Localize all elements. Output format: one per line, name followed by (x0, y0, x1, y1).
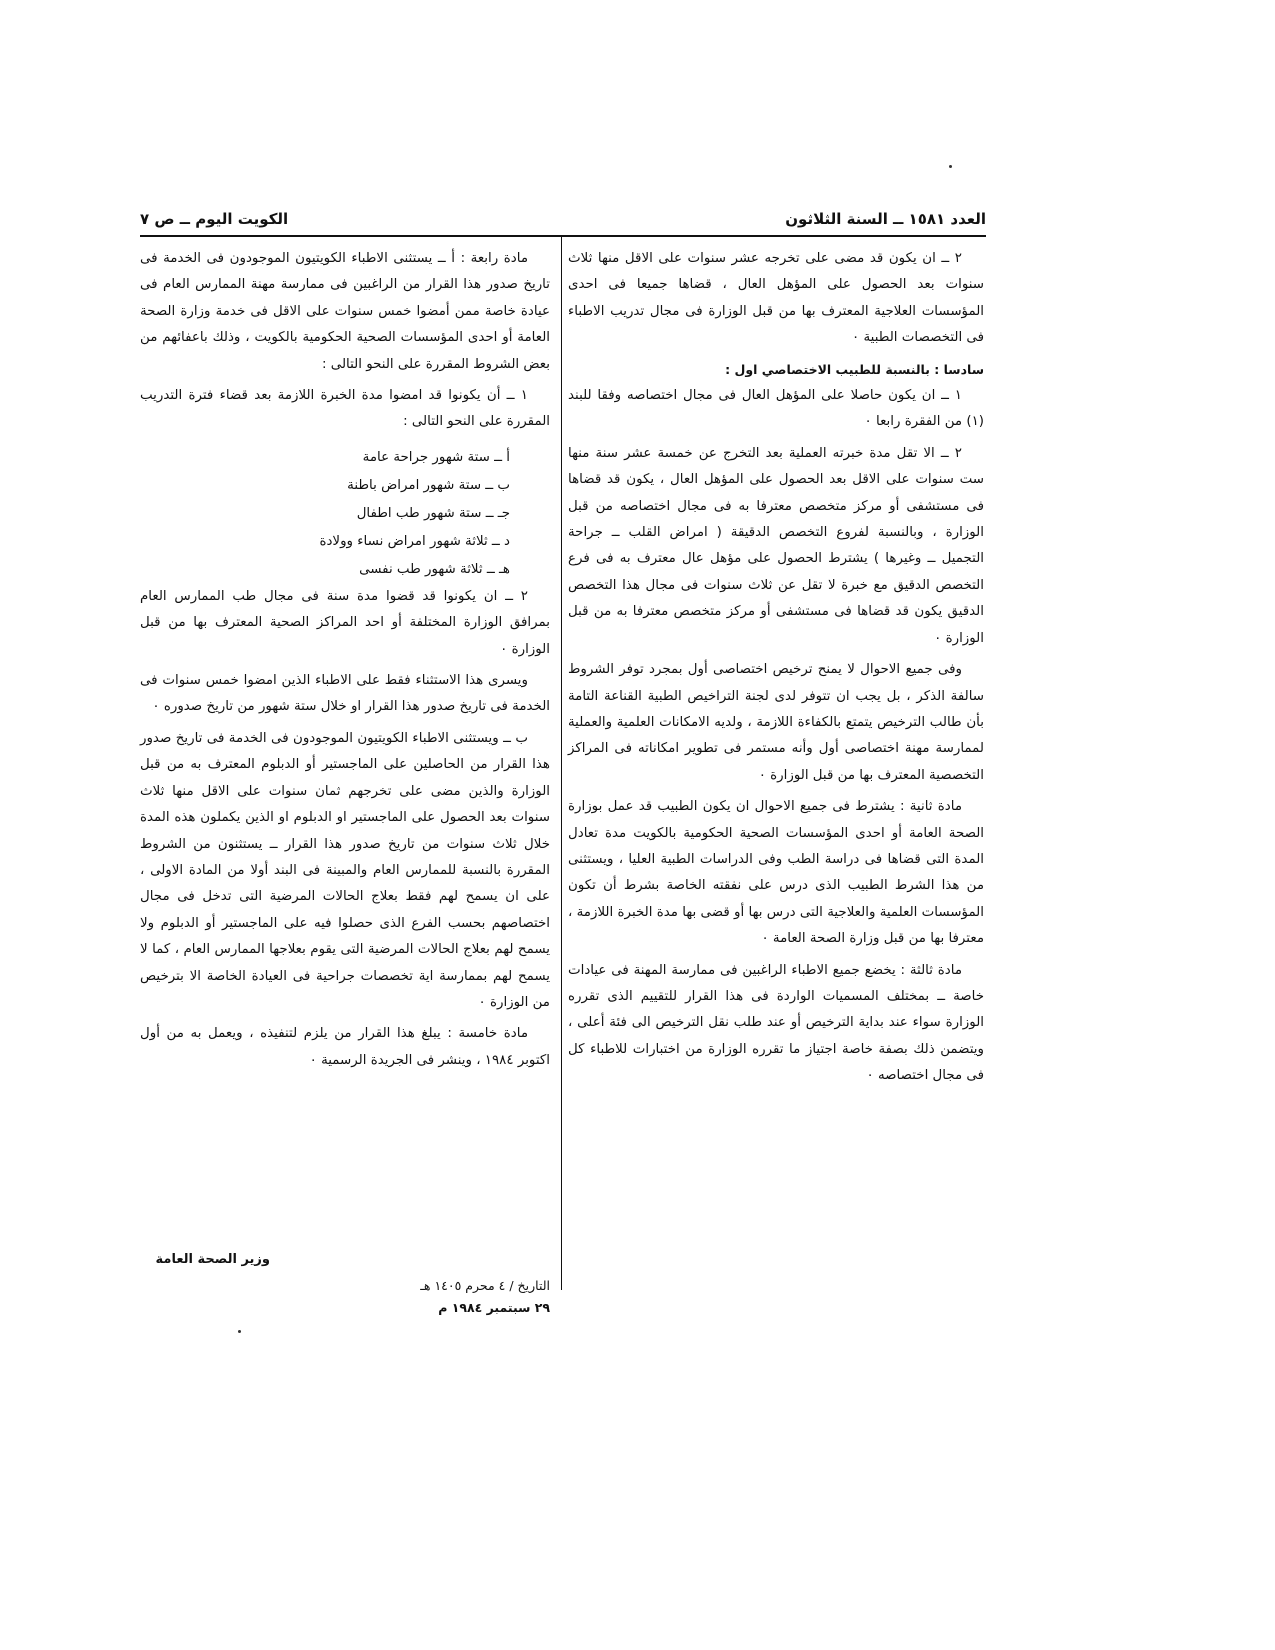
list-item: جـ ــ ستة شهور طب اطفال (356, 505, 510, 521)
left-column (140, 246, 550, 1079)
paragraph: مادة رابعة : أ ــ يستثنى الاطباء الكويتيون الموجودون فى الخدمة فى تاريخ صدور هذا القرار من الراغبين فى ممارسة مهنة الممارس العام فى عيادة خاصة ممن أمضوا خمس سنوات على الاقل فى خدمة وزارة الصحة العامة أو احدى المؤسسات الصحية الحكومية بالكويت ، وذلك باعفائهم من بعض الشروط المقررة على النحو التالى : (140, 251, 550, 372)
date-gregorian: ٢٩ سبتمبر ١٩٨٤ م (438, 1300, 550, 1315)
list-item: هـ ــ ثلاثة شهور طب نفسى (359, 561, 510, 577)
minister-signature: وزير الصحة العامة (155, 1252, 270, 1267)
date-block (350, 1275, 550, 1319)
page-label: الكويت اليوم ــ ص ٧ (140, 210, 289, 228)
paragraph: ويسرى هذا الاستثناء فقط على الاطباء الذين امضوا خمس سنوات فى الخدمة فى تاريخ صدور هذا القرار او خلال ستة شهور من تاريخ صدوره ٠ (140, 673, 550, 715)
list-item: أ ــ ستة شهور جراحة عامة (362, 449, 510, 465)
paragraph: مادة ثانية : يشترط فى جميع الاحوال ان يكون الطبيب قد عمل بوزارة الصحة العامة أو احدى المؤسسات الصحية الحكومية بالكويت مدة تعادل المدة التى قضاها فى دراسة الطب وفى الدراسات الطبية العليا ، ويستثنى من هذا الشرط الطبيب الذى درس على نفقته الخاصة بشرط أن تكون المؤسسات العلمية والعلاجية التى درس بها أو قضى بها مدة الخبرة اللازمة ، معترفا بها من قبل وزارة الصحة العامة ٠ (568, 799, 984, 947)
paragraph: ١ ــ أن يكونوا قد امضوا مدة الخبرة اللازمة بعد قضاء فترة التدريب المقررة على النحو التالى : (140, 388, 550, 430)
issue-label: العدد ١٥٨١ ــ السنة الثلاثون (785, 210, 986, 228)
paragraph: وفى جميع الاحوال لا يمنح ترخيص اختصاصى أول بمجرد توفر الشروط سالفة الذكر ، بل يجب ان تتوفر لدى لجنة التراخيص الطبية القناعة التامة بأن طالب الترخيص يتمتع بالكفاءة اللازمة ، ولديه الامكانات العلمية والعملية لممارسة مهنة اختصاصى أول وأنه مستمر فى تطوير امكاناته فى المراكز التخصصية المعترف بها من قبل الوزارة ٠ (568, 662, 984, 783)
scan-speck (949, 165, 952, 168)
header-rule (140, 235, 986, 237)
training-list (140, 444, 550, 584)
paragraph: ٢ ــ ان يكون قد مضى على تخرجه عشر سنوات على الاقل منها ثلاث سنوات بعد الحصول على المؤهل العال ، قضاها جميعا فى احدى المؤسسات العلاجية المعترف بها من قبل الوزارة فى مجال تدريب الاطباء فى التخصصات الطبية ٠ (568, 251, 984, 346)
paragraph: ب ــ ويستثنى الاطباء الكويتيون الموجودون فى الخدمة فى تاريخ صدور هذا القرار من الحاصلين على الماجستير أو الدبلوم المعترف به من قبل الوزارة والذين مضى على تخرجهم ثمان سنوات على الاقل منها ثلاث سنوات بعد الحصول على الماجستير او الدبلوم او الذين يكملون هذه المدة خلال ثلاث سنوات من تاريخ صدور هذا القرار ــ يستثنون من الشروط المقررة بالنسبة للممارس العام والمبينة فى البند أولا من المادة الاولى ، على ان يسمح لهم فقط بعلاج الحالات المرضية التى تدخل فى مجال اختصاصهم بحسب الفرع الذى حصلوا فيه على الماجستير أو الدبلوم ولا يسمح لهم بعلاج الحالات المرضية التى يقوم بعلاجها الممارس العام ، كما لا يسمح لهم بممارسة اية تخصصات جراحية فى العيادة الخاصة الا بترخيص من الوزارة ٠ (140, 730, 550, 1010)
right-column (568, 246, 984, 1095)
section-heading: سادسا : بالنسبة للطبيب الاختصاصي اول : (725, 361, 984, 377)
paragraph: مادة خامسة : يبلغ هذا القرار من يلزم لتنفيذه ، ويعمل به من أول اكتوبر ١٩٨٤ ، وينشر فى الجريدة الرسمية ٠ (140, 1026, 550, 1068)
scan-speck (238, 1330, 241, 1333)
list-item: ب ــ ستة شهور امراض باطنة (347, 477, 510, 493)
paragraph: ٢ ــ الا تقل مدة خبرته العملية بعد التخرج عن خمسة عشر سنة منها ست سنوات على الاقل بعد الحصول على المؤهل العال ، يكون قد قضاها فى مستشفى أو مركز متخصص معترفا به فى مجال اختصاصه من قبل الوزارة ، وبالنسبة لفروع التخصص الدقيقة ( امراض القلب ــ جراحة التجميل ــ وغيرها ) يشترط الحصول على مؤهل عال معترف به فى فرع التخصص الدقيق مع خبرة لا تقل عن ثلاث سنوات فى مجال هذا التخصص الدقيق يكون قد قضاها فى مستشفى أو مركز متخصص معترفا به من قبل الوزارة ٠ (568, 445, 984, 646)
page-header (140, 206, 986, 232)
column-divider (561, 237, 562, 1290)
paragraph: ١ ــ ان يكون حاصلا على المؤهل العال فى مجال اختصاصه وفقا للبند (١) من الفقرة رابعا ٠ (568, 388, 984, 430)
paragraph: مادة ثالثة : يخضع جميع الاطباء الراغبين فى ممارسة المهنة فى عيادات خاصة ــ بمختلف المسميات الواردة فى هذا القرار للتقييم الذى تقرره الوزارة سواء عند بداية الترخيص أو عند طلب نقل الترخيص الى فئة أعلى ، ويتضمن ذلك بصفة خاصة اجتياز ما تقرره الوزارة من اختبارات للاطباء كل فى مجال اختصاصه ٠ (568, 962, 984, 1084)
date-hijri: التاريخ / ٤ محرم ١٤٠٥ هـ (420, 1278, 550, 1293)
paragraph: ٢ ــ ان يكونوا قد قضوا مدة سنة فى مجال طب الممارس العام بمرافق الوزارة المختلفة أو احد المراكز الصحية المعترف بها من قبل الوزارة ٠ (140, 588, 550, 657)
list-item: د ــ ثلاثة شهور امراض نساء وولادة (319, 533, 510, 549)
